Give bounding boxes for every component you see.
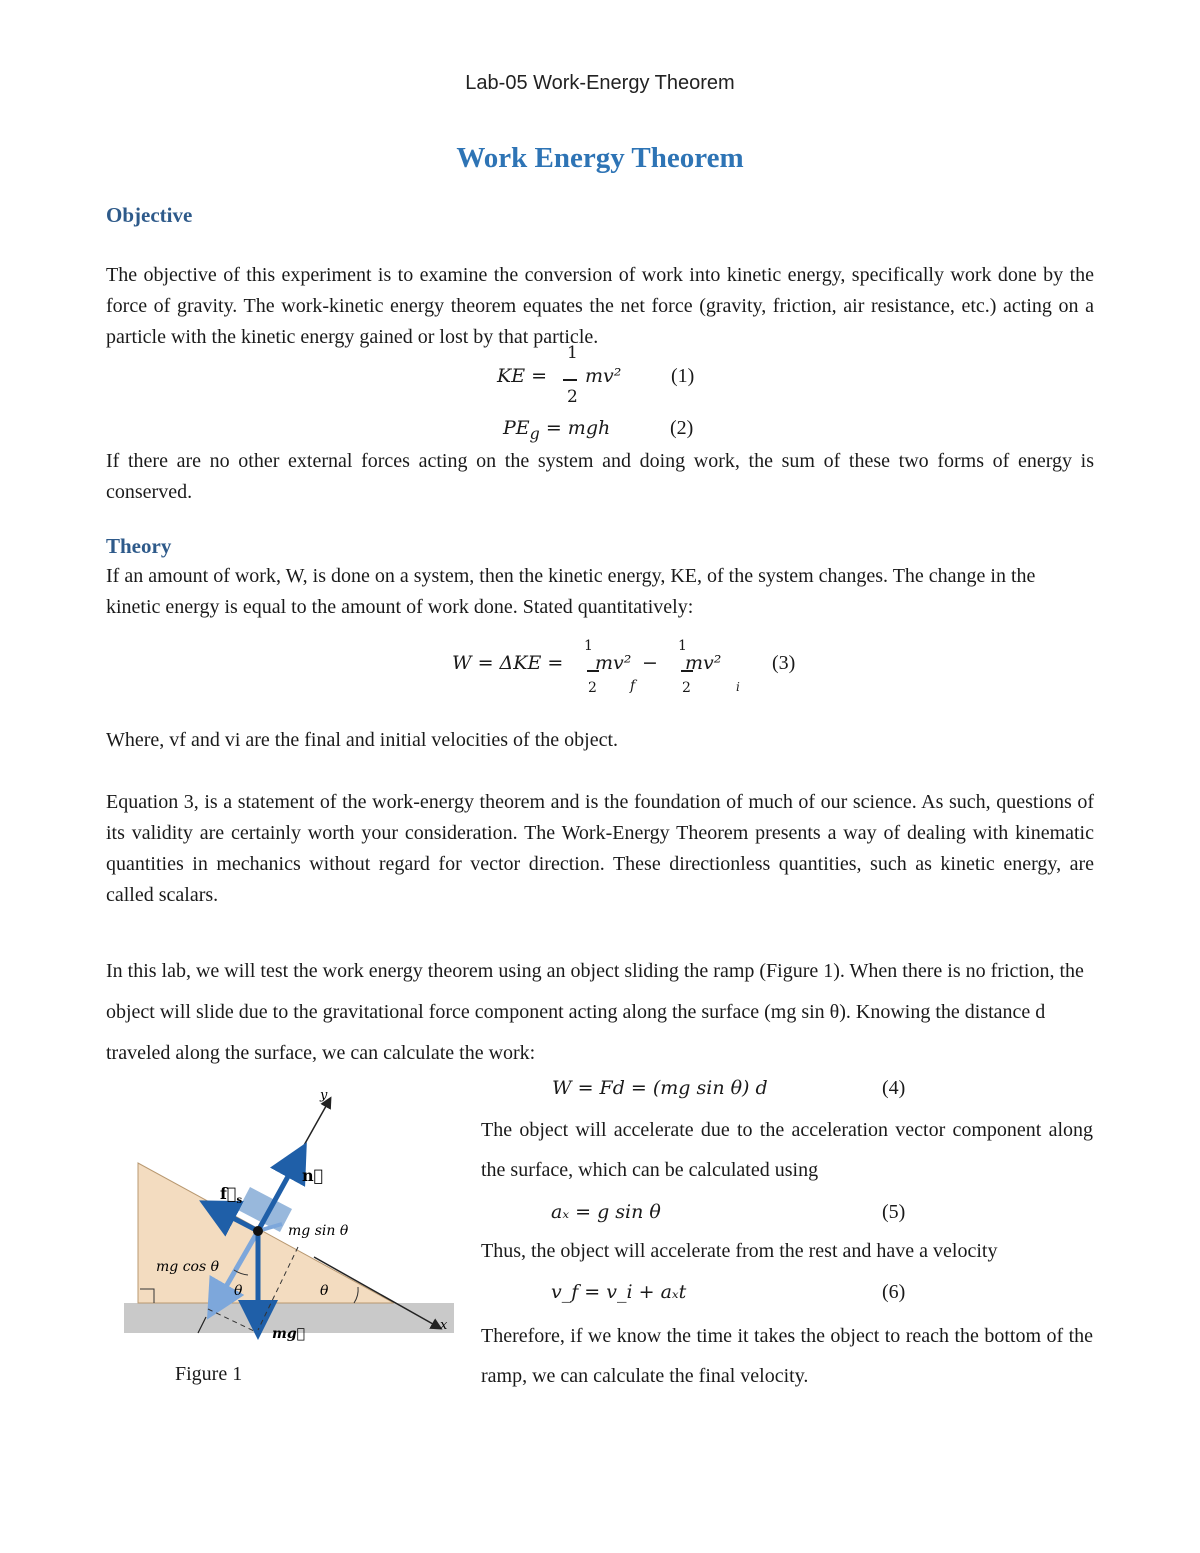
- equation-2: [503, 417, 694, 443]
- conservation-paragraph: If there are no other external forces acting on the system and doing work, the sum of these two forms of energy is conserved.: [106, 450, 1094, 503]
- eq4-text: W = Fd = (mg sin θ) d: [552, 1077, 768, 1099]
- eq3-lhs: W = ΔKE =: [452, 652, 564, 674]
- equation-6: [551, 1281, 906, 1303]
- eq3-sub-f: f: [630, 678, 636, 694]
- eq1-denominator: 2: [567, 387, 578, 407]
- theory-heading: Theory: [106, 534, 172, 558]
- equation-4: [552, 1077, 906, 1099]
- final-velocity-paragraph: Therefore, if we know the time it takes the object to reach the bottom of the ramp, we can calculate the final velocity.: [481, 1325, 1093, 1387]
- eq1-fraction-bar: [563, 379, 577, 381]
- page-header: Lab-05 Work-Energy Theorem: [465, 72, 735, 94]
- eq1-numerator: 1: [567, 343, 578, 363]
- equation-3: [452, 638, 796, 696]
- eq5-label: (5): [882, 1201, 906, 1223]
- eq3-minus: −: [642, 652, 658, 674]
- ramp-diagram: [122, 1085, 462, 1350]
- eq2-sub: g: [529, 423, 540, 443]
- eq2-label: (2): [670, 417, 694, 439]
- eq5-text: aₓ = g sin θ: [551, 1201, 661, 1223]
- friction-label: $f⃗_s$: [220, 1184, 243, 1206]
- eq3-term-1: mv²: [595, 652, 632, 674]
- x-axis-label: x: [440, 1318, 448, 1333]
- theory-paragraph: If an amount of work, W, is done on a system, then the kinetic energy, KE, of the system changes. The change in the kinetic energy is equal to the amount of work done. Stated quantitatively:: [106, 565, 1036, 618]
- page-title: Work Energy Theorem: [456, 142, 744, 174]
- mgsin-label: mg sin θ: [288, 1223, 349, 1239]
- eq1-label: (1): [671, 365, 695, 387]
- figure-caption: Figure 1: [175, 1363, 243, 1385]
- eq3-num-1: 1: [584, 638, 593, 654]
- eq3-den-1: 2: [588, 680, 597, 696]
- eq3-den-2: 2: [682, 680, 691, 696]
- where-paragraph: Where, vf and vi are the final and initial velocities of the object.: [106, 729, 619, 751]
- eq4-label: (4): [882, 1077, 906, 1099]
- normal-force-label: n⃗: [302, 1166, 324, 1185]
- velocity-paragraph: Thus, the object will accelerate from the rest and have a velocity: [481, 1240, 998, 1262]
- acceleration-paragraph: The object will accelerate due to the acceleration vector component along the surface, which can be calculated using: [481, 1119, 1093, 1181]
- eq6-label: (6): [882, 1281, 906, 1303]
- eq2-rhs: = mgh: [545, 417, 611, 439]
- mgcos-label: mg cos θ: [156, 1259, 220, 1275]
- y-axis-label: y: [320, 1088, 328, 1103]
- eq2-lhs: PE: [503, 417, 530, 439]
- eq3-sub-i: i: [736, 680, 740, 694]
- ramp-paragraph: In this lab, we will test the work energy theorem using an object sliding the ramp (Figure 1). When there is no friction, the object will slide due to the gravitational force component acting along the surface (mg sin θ). Knowing the distance d traveled along the surface, we can calculate the work:: [106, 960, 1084, 1064]
- equation-5: [551, 1201, 906, 1223]
- equation-3-discussion: Equation 3, is a statement of the work-energy theorem and is the foundation of much of our science. As such, questions of its validity are certainly worth your consideration. The Work-Energy Theorem presents a way of dealing with kinematic quantities in mechanics without regard for vector direction. These directionless quantities, such as kinetic energy, are called scalars.: [106, 791, 1094, 906]
- equation-1: [497, 343, 695, 407]
- objective-heading: Objective: [106, 203, 193, 227]
- eq1-rhs: mv²: [585, 365, 622, 387]
- theta-label-2: θ: [320, 1283, 329, 1299]
- eq3-num-2: 1: [678, 638, 687, 654]
- objective-paragraph: The objective of this experiment is to examine the conversion of work into kinetic energy, specifically work done by the force of gravity. The work-kinetic energy theorem equates the net force (gravity, friction, air resistance, etc.) acting on a particle with the kinetic energy gained or lost by that particle.: [106, 264, 1094, 348]
- eq3-term-2: mv²: [685, 652, 722, 674]
- theta-label-1: θ: [234, 1283, 243, 1299]
- eq6-text: v_f = v_i + aₓt: [551, 1281, 687, 1303]
- eq1-lhs: KE =: [497, 365, 548, 387]
- eq3-label: (3): [772, 652, 796, 674]
- ramp: [138, 1163, 394, 1303]
- block-center-dot: [253, 1226, 263, 1236]
- gravity-label: mg⃗: [272, 1326, 306, 1342]
